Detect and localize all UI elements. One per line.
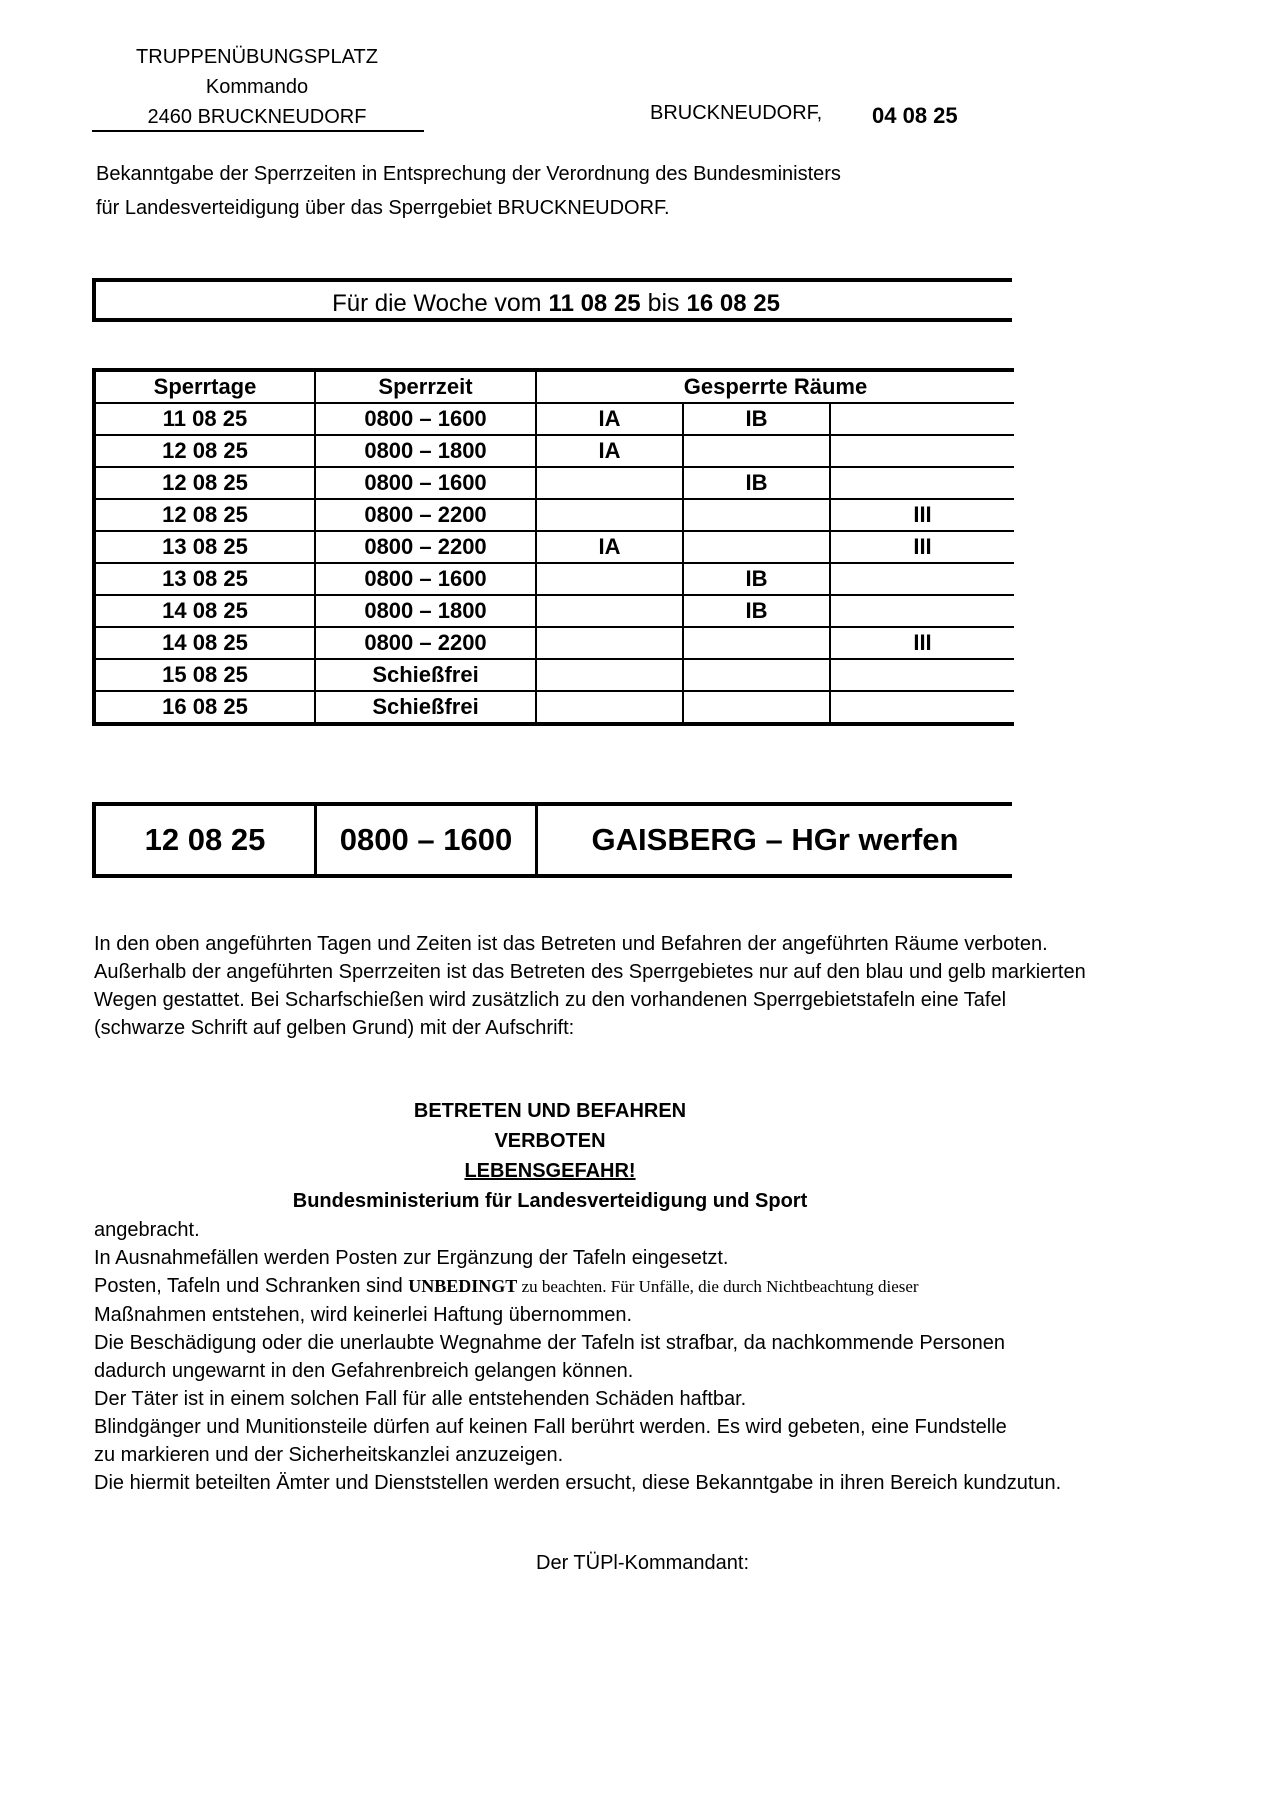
cell-area-ia — [536, 691, 683, 724]
cell-area-iii: III — [830, 531, 1014, 563]
cell-area-ia: IA — [536, 403, 683, 435]
cell-area-ib — [683, 627, 830, 659]
week-from-date: 11 08 25 — [548, 290, 641, 317]
cell-day: 12 08 25 — [94, 499, 315, 531]
week-prefix: Für die Woche — [332, 290, 495, 317]
cell-area-iii — [830, 403, 1014, 435]
closure-table — [92, 368, 1014, 726]
cell-day: 11 08 25 — [94, 403, 315, 435]
week-box — [92, 278, 1012, 322]
paragraph-line: In den oben angeführten Tagen und Zeiten ist das Betreten und Befahren der angeführten Räume verboten. — [94, 933, 1048, 955]
table-row — [94, 435, 1014, 467]
cell-area-ia — [536, 659, 683, 691]
special-day: 12 08 25 — [96, 806, 317, 874]
closing-text — [94, 1216, 1244, 1497]
cell-day: 13 08 25 — [94, 531, 315, 563]
closing-line-3a: Posten, Tafeln und Schranken sind — [94, 1275, 409, 1297]
paragraph-line: Außerhalb der angeführten Sperrzeiten ist das Betreten des Sperrgebietes nur auf den blau und gelb markierten — [94, 961, 1086, 983]
table-row — [94, 691, 1014, 724]
unbedingt-text: UNBEDINGT — [408, 1276, 518, 1296]
closing-line: dadurch ungewarnt in den Gefahrenbreich gelangen können. — [94, 1360, 634, 1382]
cell-area-ib — [683, 691, 830, 724]
cell-area-ia: IA — [536, 531, 683, 563]
closing-line-3-emph — [408, 1277, 918, 1296]
closing-line: zu markieren und der Sicherheitskanzlei anzuzeigen. — [94, 1444, 564, 1466]
intro-line-1: Bekanntgabe der Sperrzeiten in Entsprechung der Verordnung des Bundesministers — [96, 163, 841, 185]
table-row — [94, 499, 1014, 531]
notice-line-3: LEBENSGEFAHR! — [464, 1160, 636, 1182]
cell-area-ib: IB — [683, 563, 830, 595]
closing-line: In Ausnahmefällen werden Posten zur Ergänzung der Tafeln eingesetzt. — [94, 1247, 729, 1269]
cell-time: 0800 – 2200 — [315, 627, 536, 659]
table-header-row — [94, 370, 1014, 403]
cell-area-ia: IA — [536, 435, 683, 467]
cell-time: 0800 – 1600 — [315, 403, 536, 435]
cell-area-ib — [683, 659, 830, 691]
table-row — [94, 531, 1014, 563]
special-event-box — [92, 802, 1012, 878]
cell-day: 13 08 25 — [94, 563, 315, 595]
cell-time: 0800 – 1800 — [315, 435, 536, 467]
cell-area-ia — [536, 499, 683, 531]
cell-area-iii: III — [830, 627, 1014, 659]
issuer-line-2: Kommando — [205, 76, 309, 98]
cell-area-ia — [536, 563, 683, 595]
table-body — [94, 403, 1014, 724]
cell-area-iii — [830, 595, 1014, 627]
cell-area-ib: IB — [683, 403, 830, 435]
info-paragraph — [94, 930, 1194, 1042]
cell-area-ib — [683, 435, 830, 467]
cell-day: 14 08 25 — [94, 595, 315, 627]
notice-line-2: VERBOTEN — [494, 1130, 606, 1152]
cell-day: 15 08 25 — [94, 659, 315, 691]
closing-line-3c: zu beachten. Für Unfälle, die durch Nichtbeachtung dieser — [517, 1277, 919, 1296]
issuer-line-3: 2460 BRUCKNEUDORF — [147, 106, 367, 128]
cell-time: 0800 – 1600 — [315, 563, 536, 595]
table-row — [94, 627, 1014, 659]
header-gesperrte-raeume: Gesperrte Räume — [536, 370, 1014, 403]
closing-line: Die hiermit beteilten Ämter und Dienststellen werden ersucht, diese Bekanntgabe in ihren Bereich kundzutun. — [94, 1472, 1062, 1494]
header-sperrzeit: Sperrzeit — [315, 370, 536, 403]
issuer-block — [92, 42, 422, 132]
issuer-underline — [92, 130, 424, 132]
cell-area-iii — [830, 467, 1014, 499]
cell-area-ia — [536, 627, 683, 659]
closing-line: Der Täter ist in einem solchen Fall für alle entstehenden Schäden haftbar. — [94, 1388, 747, 1410]
closing-line — [94, 1272, 1244, 1301]
cell-area-iii — [830, 659, 1014, 691]
table-row — [94, 659, 1014, 691]
intro-line-2: für Landesverteidigung über das Sperrgebiet BRUCKNEUDORF. — [96, 197, 670, 219]
week-range — [96, 289, 1016, 318]
paragraph-line: (schwarze Schrift auf gelben Grund) mit der Aufschrift: — [94, 1017, 575, 1039]
cell-area-ib — [683, 531, 830, 563]
paragraph-line: Wegen gestattet. Bei Scharfschießen wird zusätzlich zu den vorhandenen Sperrgebietstafeln eine Tafel — [94, 989, 1007, 1011]
issue-date: 04 08 25 — [872, 103, 958, 128]
table-row — [94, 563, 1014, 595]
cell-area-iii — [830, 563, 1014, 595]
table-row — [94, 467, 1014, 499]
cell-time: Schießfrei — [315, 691, 536, 724]
notice-line-1: BETRETEN UND BEFAHREN — [413, 1100, 687, 1122]
cell-day: 12 08 25 — [94, 467, 315, 499]
cell-area-iii — [830, 435, 1014, 467]
issuer-line-1: TRUPPENÜBUNGSPLATZ — [136, 46, 378, 68]
closing-line: Maßnahmen entstehen, wird keinerlei Haftung übernommen. — [94, 1304, 633, 1326]
cell-time: Schießfrei — [315, 659, 536, 691]
special-time: 0800 – 1600 — [317, 806, 538, 874]
cell-area-ib — [683, 499, 830, 531]
closing-line: angebracht. — [94, 1219, 200, 1241]
closing-line: Blindgänger und Munitionsteile dürfen auf keinen Fall berührt werden. Es wird gebeten, eine Fundstelle — [94, 1416, 1007, 1438]
cell-day: 16 08 25 — [94, 691, 315, 724]
special-description: GAISBERG – HGr werfen — [591, 822, 959, 857]
place: BRUCKNEUDORF, — [650, 102, 823, 124]
cell-time: 0800 – 1600 — [315, 467, 536, 499]
sign-text — [0, 1096, 1100, 1216]
notice-line-4: Bundesministerium für Landesverteidigung und Sport — [292, 1190, 808, 1212]
cell-area-ia — [536, 467, 683, 499]
cell-day: 14 08 25 — [94, 627, 315, 659]
table-row — [94, 595, 1014, 627]
cell-area-ib: IB — [683, 467, 830, 499]
cell-time: 0800 – 1800 — [315, 595, 536, 627]
signature-label: Der TÜPl-Kommandant: — [536, 1552, 750, 1574]
week-to-word: bis — [640, 289, 687, 317]
cell-day: 12 08 25 — [94, 435, 315, 467]
table-row — [94, 403, 1014, 435]
header-sperrtage: Sperrtage — [94, 370, 315, 403]
week-from-word: vom — [494, 289, 549, 317]
cell-area-iii — [830, 691, 1014, 724]
cell-time: 0800 – 2200 — [315, 531, 536, 563]
closing-line: Die Beschädigung oder die unerlaubte Wegnahme der Tafeln ist strafbar, da nachkommende Personen — [94, 1332, 1005, 1354]
cell-area-ib: IB — [683, 595, 830, 627]
week-to-date: 16 08 25 — [686, 290, 780, 317]
intro-text — [96, 157, 841, 225]
cell-area-iii: III — [830, 499, 1014, 531]
cell-area-ia — [536, 595, 683, 627]
cell-time: 0800 – 2200 — [315, 499, 536, 531]
